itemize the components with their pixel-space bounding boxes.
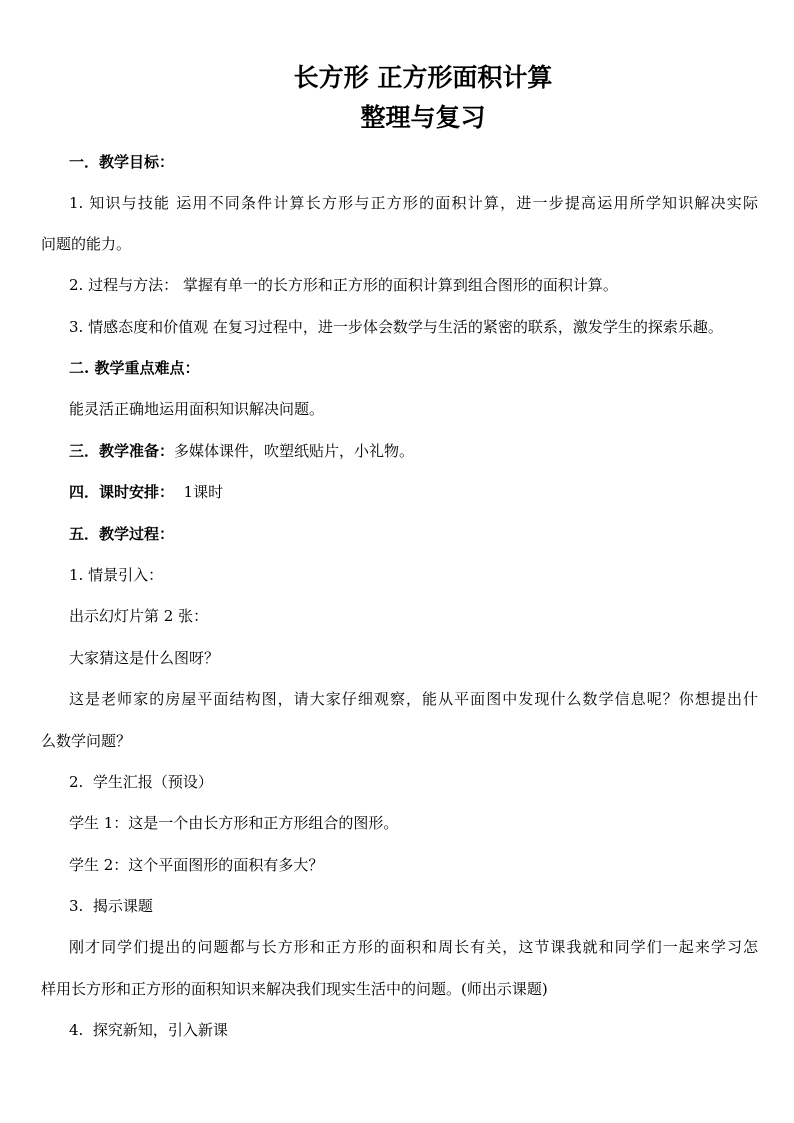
section-heading-objectives: 一．教学目标： (69, 153, 175, 171)
document-subtitle: 整理与复习 (360, 103, 486, 132)
floorplan-paragraph-line-1: 这是老师家的房屋平面结构图，请大家仔细观察，能从平面图中发现什么数学信息呢？你想提出什 (69, 690, 758, 708)
section-heading-preparation: 三．教学准备： (69, 442, 175, 460)
key-points-text: 能灵活正确地运用面积知识解决问题。 (69, 400, 325, 418)
objective-3: 3. 情感态度和价值观 在复习过程中，进一步体会数学与生活的紧密的联系，激发学生的探索乐趣。 (69, 318, 723, 336)
preparation-line (69, 441, 414, 461)
process-step-2: 2. 学生汇报（预设） (69, 773, 213, 791)
schedule-text: 1课时 (174, 483, 224, 501)
student-1-answer: 学生 1：这是一个由长方形和正方形组合的图形。 (69, 814, 399, 832)
student-2-answer: 学生 2：这个平面图形的面积有多大？ (69, 856, 324, 874)
objective-2: 2. 过程与方法： 掌握有单一的长方形和正方形的面积计算到组合图形的面积计算。 (69, 276, 618, 294)
topic-paragraph-line-2: 样用长方形和正方形的面积知识来解决我们现实生活中的问题。(师出示课题) (41, 980, 548, 998)
process-step-4: 4. 探究新知，引入新课 (69, 1021, 228, 1039)
section-heading-schedule: 四．课时安排： (69, 483, 175, 501)
question-text: 大家猜这是什么图呀？ (69, 649, 220, 667)
objective-1-line-1: 1. 知识与技能 运用不同条件计算长方形与正方形的面积计算，进一步提高运用所学知识解决实际 (69, 194, 758, 212)
objective-1-line-2: 问题的能力。 (41, 235, 132, 253)
process-step-3: 3. 揭示课题 (69, 897, 153, 915)
section-heading-key-points: 二. 教学重点难点： (69, 359, 200, 377)
section-heading-process: 五．教学过程： (69, 525, 175, 543)
document-title: 长方形 正方形面积计算 (293, 63, 553, 92)
topic-paragraph-line-1: 刚才同学们提出的问题都与长方形和正方形的面积和周长有关，这节课我就和同学们一起来学习怎 (69, 938, 758, 956)
slide-note: 出示幻灯片第 2 张： (69, 607, 209, 625)
floorplan-paragraph-line-2: 么数学问题？ (41, 732, 132, 750)
schedule-line (69, 482, 223, 502)
preparation-text: 多媒体课件，吹塑纸贴片，小礼物。 (174, 442, 415, 460)
process-step-1: 1. 情景引入： (69, 566, 164, 584)
